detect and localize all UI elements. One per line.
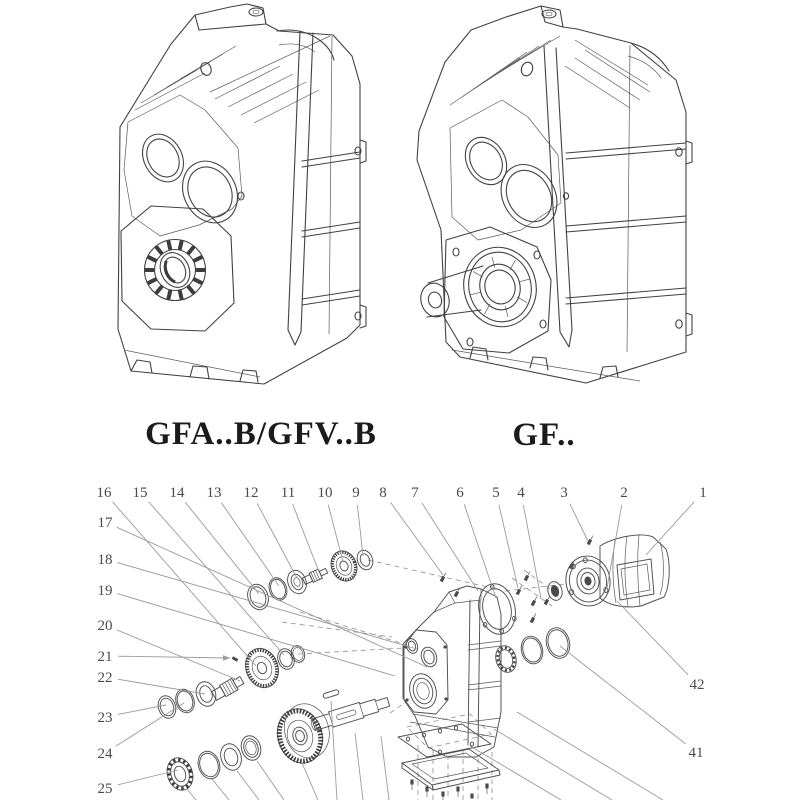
- callout-9: [352, 485, 363, 556]
- callout-number-24: 24: [97, 746, 113, 762]
- callout-number-9: 9: [352, 485, 360, 501]
- callout-1: [646, 485, 707, 555]
- circlip: [266, 575, 290, 602]
- leader-line-12: [257, 503, 297, 578]
- output-shaft: [309, 694, 390, 733]
- callout-number-11: 11: [280, 485, 296, 501]
- callout-number-18: 18: [97, 552, 113, 568]
- leader-line-21: [118, 656, 230, 658]
- callout-number-21: 21: [97, 649, 113, 665]
- leader-line-25: [118, 770, 178, 785]
- callout-21: [98, 649, 231, 665]
- bearing: [284, 568, 309, 597]
- gear-unit-drawing-left: [118, 4, 366, 384]
- callout-number-13: 13: [206, 485, 222, 501]
- input-bores-left: [134, 127, 247, 232]
- leader-line-2: [607, 505, 622, 588]
- callout-number-10: 10: [317, 485, 333, 501]
- callout-5: [492, 485, 518, 588]
- leader-line-6: [464, 504, 496, 598]
- assembly-dashed-lines: [282, 560, 566, 800]
- callout-number-3: 3: [560, 485, 568, 501]
- leader-line-16: [113, 502, 256, 666]
- output-stage-parts: [163, 689, 391, 793]
- roof-ribs-left: [135, 36, 330, 123]
- callout-number-6: 6: [456, 485, 464, 501]
- leader-line-3: [570, 504, 588, 541]
- callout-41: [560, 646, 704, 761]
- callout-20: [98, 618, 241, 681]
- leader-line-1: [646, 502, 694, 555]
- callout-25: [98, 770, 179, 797]
- leader-line-5: [499, 505, 518, 588]
- callout-42: [617, 601, 705, 693]
- leader-line-14: [185, 502, 259, 594]
- leader-arrowhead-21: [223, 655, 230, 661]
- callout-number-14: 14: [169, 485, 185, 501]
- second-gear: [240, 644, 284, 693]
- leader-line-8: [391, 503, 443, 575]
- callout-number-16: 16: [96, 485, 112, 501]
- motor-flange: [562, 553, 614, 610]
- callout-number-4: 4: [517, 485, 525, 501]
- exploded-view: [97, 485, 707, 800]
- key-bolt: [232, 656, 239, 662]
- callout-layer: [97, 485, 707, 797]
- callout-18: [98, 552, 418, 649]
- housing: [403, 586, 501, 757]
- input-bores-right: [457, 130, 569, 238]
- side-rails-left: [302, 152, 360, 305]
- callout-22: [98, 670, 206, 694]
- callout-number-41: 41: [688, 745, 704, 761]
- leader-line-15: [149, 502, 284, 655]
- leader-line-13: [221, 503, 279, 586]
- flange-bearing: [493, 643, 519, 674]
- leader-line-41: [560, 646, 686, 744]
- callout-23: [98, 705, 167, 726]
- callout-number-12: 12: [243, 485, 259, 501]
- leader-line-11: [293, 504, 319, 572]
- callout-number-22: 22: [97, 670, 113, 686]
- callout-17: [98, 515, 428, 667]
- callout-number-42: 42: [689, 677, 705, 693]
- leader-line-22: [118, 679, 205, 694]
- callout-number-5: 5: [492, 485, 500, 501]
- callout-number-1: 1: [699, 485, 707, 501]
- feet-right: [452, 347, 640, 381]
- callout-16: [97, 485, 257, 666]
- output-boss-left: [121, 206, 234, 331]
- callout-4: [517, 485, 541, 599]
- callout-3: [560, 485, 588, 541]
- roof-ribs-right: [450, 36, 650, 108]
- callout-number-23: 23: [97, 710, 113, 726]
- motor-side-parts: [474, 580, 573, 675]
- model-label-left: GFA..B/GFV..B: [145, 416, 377, 452]
- callout-number-25: 25: [97, 781, 113, 797]
- side-rails-right: [566, 143, 686, 304]
- ball-bearing: [163, 754, 197, 793]
- floating-bolts: [440, 535, 595, 623]
- callout-10: [318, 485, 344, 562]
- input-pinion-shaft: [302, 566, 329, 586]
- output-flange-right: [417, 227, 551, 353]
- leader-line-17: [117, 527, 427, 667]
- gear-unit-drawing-right: [417, 6, 692, 383]
- callout-number-19: 19: [97, 583, 113, 599]
- leader-line-4: [523, 505, 541, 599]
- small-bearing: [355, 548, 376, 572]
- input-gear: [327, 547, 362, 585]
- callout-number-7: 7: [411, 485, 419, 501]
- leader-line-42: [617, 601, 688, 675]
- callout-number-20: 20: [97, 618, 113, 634]
- leader-line-20: [117, 630, 240, 681]
- callout-number-17: 17: [97, 515, 113, 531]
- shaft-key: [323, 689, 340, 698]
- callout-number-15: 15: [132, 485, 148, 501]
- callout-6: [456, 485, 496, 598]
- callout-number-8: 8: [379, 485, 387, 501]
- callout-number-2: 2: [620, 485, 628, 501]
- output-gear: [270, 698, 336, 768]
- second-bearing: [193, 679, 219, 709]
- leader-line-7: [422, 503, 478, 591]
- callout-14: [170, 485, 260, 594]
- leader-line-9: [357, 505, 363, 556]
- input-stage-parts: [244, 547, 375, 613]
- motor: [562, 534, 669, 609]
- model-label-right: GF..: [512, 417, 576, 453]
- leader-line-24: [116, 703, 184, 746]
